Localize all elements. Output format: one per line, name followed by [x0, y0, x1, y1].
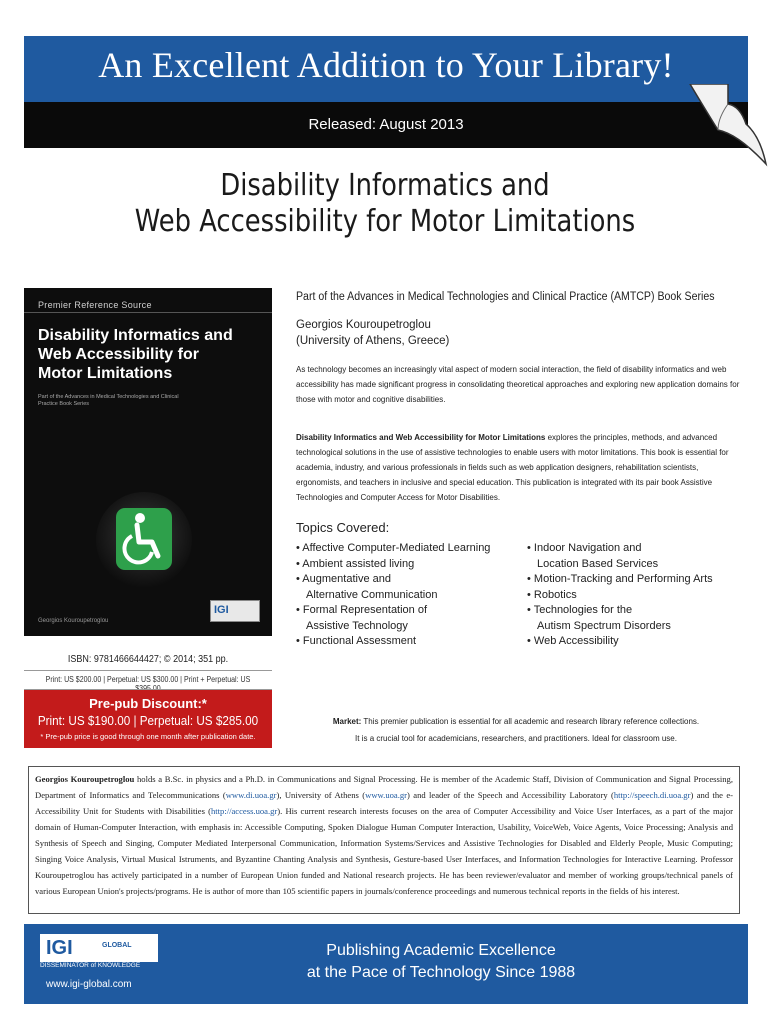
market-label: Market: [332, 717, 362, 726]
website-link[interactable]: www.igi-global.com [46, 979, 132, 990]
header-title: An Excellent Addition to Your Library! [98, 45, 674, 85]
market-line1: This premier publication is essential for all academic and research library reference collections. [361, 717, 700, 726]
topic-item: • Technologies for the [527, 604, 633, 616]
logo-subtext: GLOBAL [102, 942, 132, 949]
market-line2: It is a crucial tool for academicians, researchers, and practitioners. Ideal for classroom use. [355, 734, 677, 743]
cover-publisher-logo [210, 600, 260, 622]
bio-text: ) and the e-Accessibility Unit for Students with Disabilities ( [35, 790, 734, 816]
wheelchair-icon [94, 490, 194, 590]
market-statement [296, 713, 736, 747]
description-paragraph: As technology becomes an increasingly vital aspect of modern social interaction, the field of disability informatics and web accessibility has made significant progress in consolidating theoretical approaches and exploring new application domains for those with motor and cognitive disabilities. [296, 365, 740, 404]
cover-logo-text: IGI [214, 604, 229, 616]
release-date: Released: August 2013 [308, 116, 464, 133]
logo-tagline: DISSEMINATOR of KNOWLEDGE [40, 962, 141, 969]
bio-text: holds a B.Sc. in physics and a Ph.D. in Communications and Signal Processing. He is member of the Academic Staff, Division of Communication and Signal Processing, Department of Informatics and Telecommunications ( [35, 774, 733, 800]
prepub-heading: Pre-pub Discount:* [89, 696, 207, 711]
prepub-note: * Pre-pub price is good through one month after publication date. [40, 732, 256, 741]
prepub-discount-box [24, 690, 272, 748]
footer-tagline-line1: Publishing Academic Excellence [326, 942, 556, 959]
topics-column-1 [296, 541, 521, 650]
cover-label: Premier Reference Source [38, 300, 152, 310]
cover-title-line3: Motor Limitations [38, 365, 173, 382]
bio-text: ). His current research interests focuses on the area of Computer Accessibility and Voice User Interfaces, as a part of the major domain of Human-Computer Interaction, with emphasis in: Accessible Computing, Spoken Dialogue Human Computer Interaction, Usability, VoiceWeb, Voice Agents, Voice Processing; Analysis and Synthesis of Speech and Singing, Computer Mediated Interpersonal Communication, Information Systems/Services and Assistive Technologies for Disabled and Elderly People, Music Computing; Singing Voice Analysis, Virtual Musical Istruments, and Byzantine Chanting Analysis and Synthesis, Gesture-based User Interfaces, and Information Technologies for Interactive Learning. Professor Kouroupetroglou has actively participated in a number of European Union funded and National research projects. He has been reviewer/evaluator and member of working groups/technical panels of various European Union's projects/programs. He is author of more than 105 scientific papers in journals/conference proceedings and numerous technical reports in the fields of his interest. [35, 806, 733, 896]
footer-tagline-line2: at the Pace of Technology Since 1988 [306, 964, 576, 981]
cover-title-line1: Disability Informatics and [38, 327, 233, 344]
bio-text: ) and leader of the Speech and Accessibility Laboratory ( [407, 790, 614, 800]
bio-text: ), University of Athens ( [276, 790, 366, 800]
header-banner [24, 36, 748, 148]
topic-item: • Robotics [527, 588, 577, 601]
bio-link-speech[interactable]: http://speech.di.uoa.gr [613, 790, 691, 800]
topics-column-2 [527, 541, 752, 650]
divider [24, 670, 272, 671]
topic-item: • Motion-Tracking and Performing Arts [527, 573, 713, 585]
author-bio [28, 766, 740, 914]
isbn-line: ISBN: 9781466644427; © 2014; 351 pp. [67, 654, 229, 665]
footer-tagline [24, 940, 748, 984]
author-block [296, 317, 696, 349]
topic-item: Autism Spectrum Disorders [537, 619, 671, 632]
cover-divider [24, 312, 272, 313]
topic-item: • Affective Computer-Mediated Learning [296, 542, 491, 554]
bio-link-uoa[interactable]: www.uoa.gr [365, 790, 408, 800]
book-cover [24, 288, 272, 636]
prepub-prices: Print: US $190.00 | Perpetual: US $285.00 [37, 713, 259, 728]
bio-author-name: Georgios Kouroupetroglou [35, 774, 135, 784]
cover-title [38, 326, 263, 383]
description-book-title: Disability Informatics and Web Accessibility for Motor Limitations [296, 433, 546, 442]
book-title-line2: Web Accessibility for Motor Limitations [134, 204, 636, 239]
book-title [54, 168, 716, 240]
description-text: explores the principles, methods, and advanced technological solutions in the use of assistive technologies to enable users with motor limitations. This book is essential for academia, industry, and various professionals in fields such as web application designers, rehabilitation scientists, ergonomists, and teachers in inclusive and special education. This publication is integrated with its pair book Assistive Technologies and Computer Access for Motor Disabilities. [296, 433, 729, 502]
topic-item: • Functional Assessment [296, 635, 417, 647]
topic-item: Location Based Services [537, 557, 659, 570]
price-line: Print: US $200.00 | Perpetual: US $300.00 | Print + Perpetual: US [45, 675, 251, 684]
topic-item: • Ambient assisted living [296, 557, 415, 570]
book-title-line1: Disability Informatics and [220, 168, 550, 203]
topic-item: • Web Accessibility [527, 635, 619, 647]
footer-banner [24, 924, 748, 1004]
bio-link-di[interactable]: www.di.uoa.gr [225, 790, 277, 800]
topic-item: • Indoor Navigation and [527, 542, 642, 554]
cover-title-line2: Web Accessibility for [38, 346, 199, 363]
topic-item: • Augmentative and [296, 573, 391, 585]
topic-item: • Formal Representation of [296, 604, 428, 616]
topic-item: Assistive Technology [306, 619, 408, 632]
logo-text: IGI [46, 937, 73, 959]
page-curl-icon [688, 84, 768, 168]
cover-author: Georgios Kouroupetroglou [38, 618, 109, 624]
description-paragraph-2 [296, 430, 744, 505]
bio-link-access[interactable]: http://access.uoa.gr [210, 806, 278, 816]
topic-item: Alternative Communication [306, 588, 438, 601]
cover-subtitle: Part of the Advances in Medical Technologies and Clinical Practice Book Series [38, 394, 179, 407]
book-series: Part of the Advances in Medical Technologies and Clinical Practice (AMTCP) Book Series [296, 291, 715, 303]
author-affiliation: (University of Athens, Greece) [296, 335, 450, 347]
topics-heading: Topics Covered: [296, 520, 390, 535]
author-name: Georgios Kouroupetroglou [296, 319, 431, 331]
